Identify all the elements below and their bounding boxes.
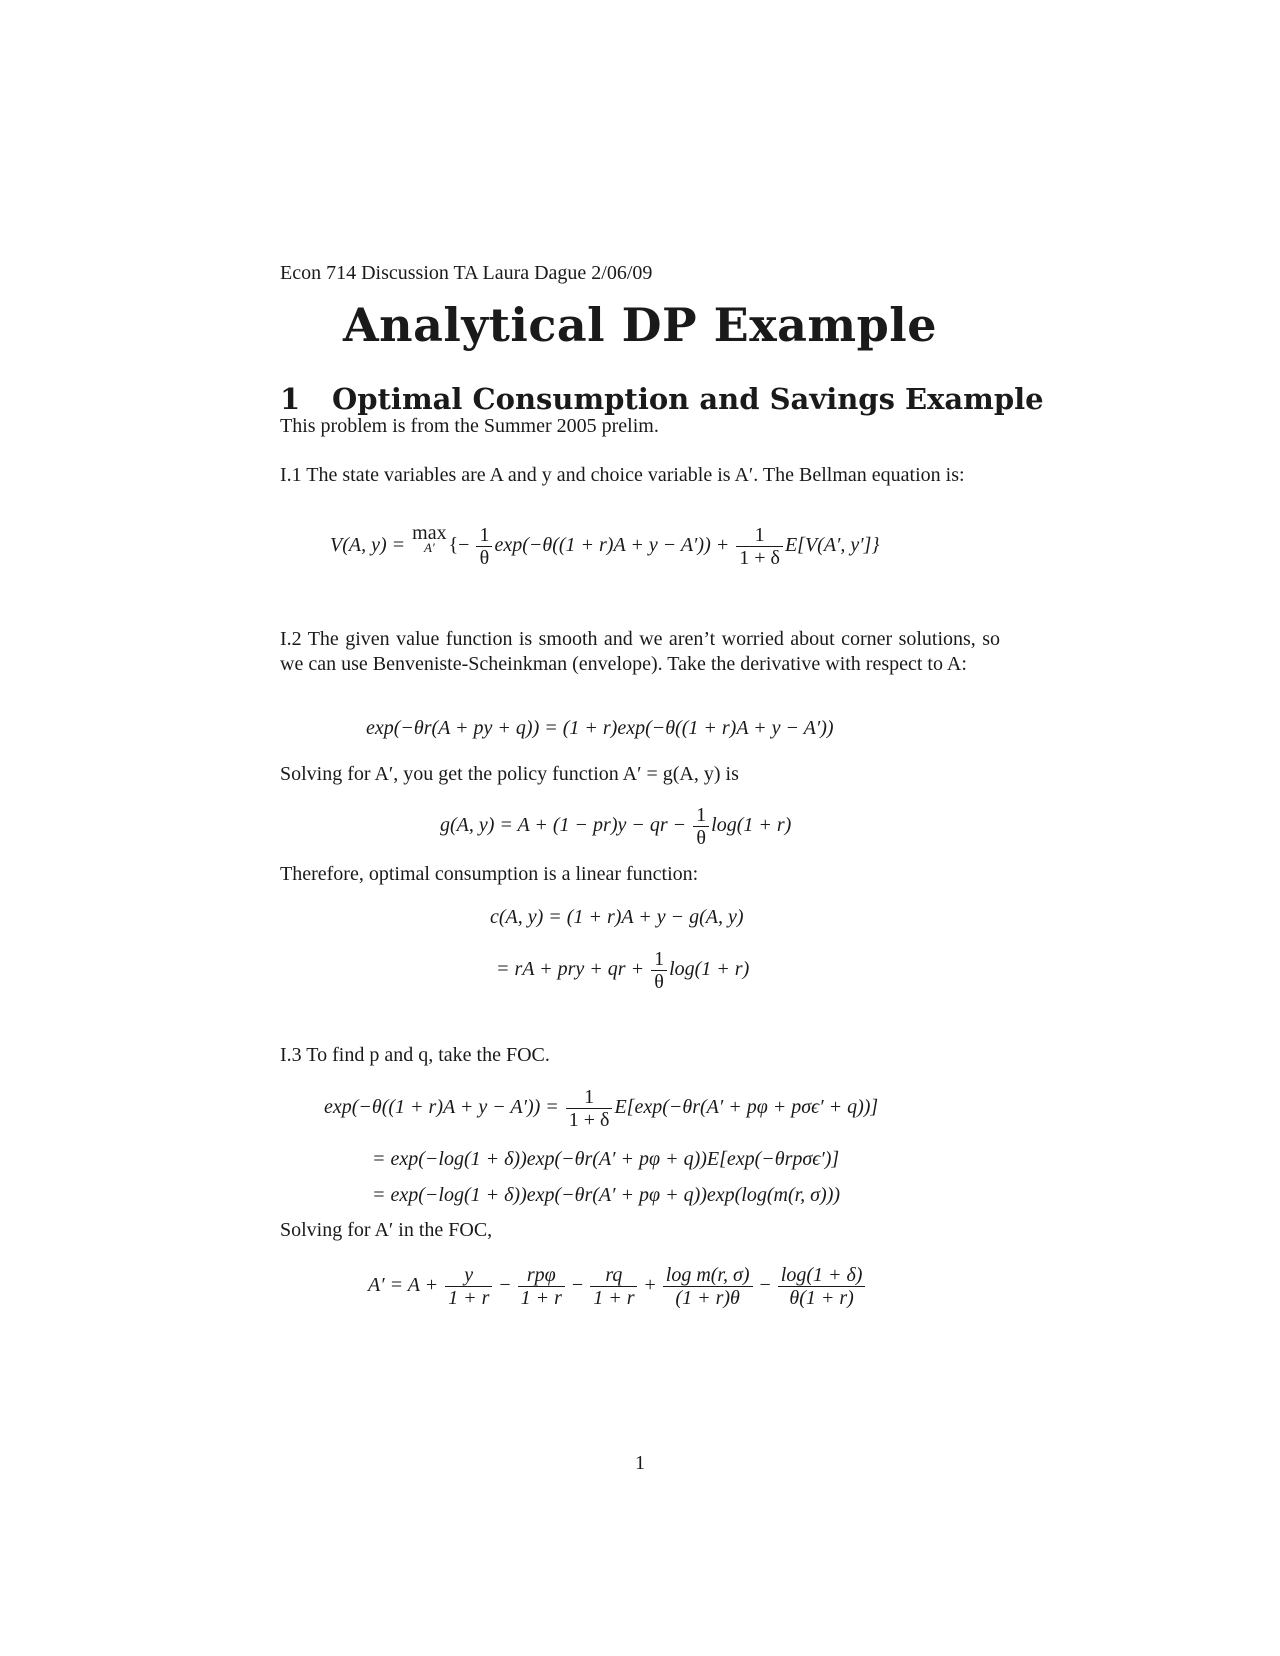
fraction-denominator: θ(1 + r) — [778, 1286, 866, 1309]
equation-consumption-2 — [496, 948, 749, 993]
page-title: Analytical DP Example — [342, 298, 938, 352]
bellman-end: E[V(A′, y′]} — [784, 534, 880, 557]
section-heading — [280, 382, 1044, 416]
fraction-denominator: 1 + r — [590, 1286, 637, 1309]
paragraph-i1: I.1 The state variables are A and y and choice variable is A′. The Bellman equation is: — [280, 464, 965, 486]
fraction-numerator: rq — [605, 1264, 623, 1286]
fraction-numerator: log(1 + δ) — [780, 1264, 863, 1286]
equation-foc-3 — [372, 1184, 840, 1207]
fraction-one-over-theta — [693, 804, 709, 849]
paragraph-policy: Solving for A′, you get the policy function A′ = g(A, y) is — [280, 763, 739, 785]
policy-lhs: g(A, y) = A + (1 − pr)y − qr − — [440, 814, 687, 837]
fraction-numerator: y — [464, 1264, 474, 1286]
consumption-line-2-lhs: = rA + pry + qr + — [496, 958, 645, 981]
fraction-term-4 — [663, 1264, 753, 1309]
fraction-numerator: 1 — [584, 1086, 595, 1108]
section-number: 1 — [280, 382, 301, 416]
fraction-numerator: rpφ — [526, 1264, 556, 1286]
envelope-expression: exp(−θr(A + py + q)) = (1 + r)exp(−θ((1 + r)A + y − A′)) — [366, 717, 834, 739]
max-operator — [412, 524, 446, 554]
foc-expectation: E[exp(−θr(A′ + pφ + pσϵ′ + q))] — [614, 1096, 879, 1119]
fraction-term-3 — [590, 1264, 637, 1309]
fraction-denominator: 1 + δ — [566, 1108, 613, 1131]
fraction-denominator: (1 + r)θ — [663, 1286, 753, 1309]
policy-end: log(1 + r) — [711, 814, 792, 837]
equation-final — [368, 1264, 867, 1309]
operator-minus: − — [759, 1274, 771, 1297]
equation-bellman — [330, 524, 879, 569]
fraction-numerator: 1 — [696, 804, 707, 826]
consumption-line-1: c(A, y) = (1 + r)A + y − g(A, y) — [490, 906, 744, 928]
fraction-term-5 — [778, 1264, 866, 1309]
fraction-numerator: 1 — [479, 524, 490, 546]
final-lhs: A′ = A + — [368, 1274, 439, 1297]
intro-paragraph: This problem is from the Summer 2005 prelim. — [280, 415, 659, 437]
section-title: Optimal Consumption and Savings Example — [332, 382, 1044, 416]
fraction-denominator: θ — [651, 970, 667, 993]
fraction-numerator: log m(r, σ) — [665, 1264, 750, 1286]
operator-minus: − — [499, 1274, 511, 1297]
foc-lhs: exp(−θ((1 + r)A + y − A′)) = — [324, 1096, 559, 1119]
bellman-middle: exp(−θ((1 + r)A + y − A′)) + — [494, 534, 730, 557]
equation-envelope — [366, 717, 834, 740]
fraction-one-over-theta — [651, 948, 667, 993]
fraction-discount — [566, 1086, 613, 1131]
fraction-term-1 — [445, 1264, 492, 1309]
fraction-one-over-theta — [476, 524, 492, 569]
fraction-discount — [736, 524, 783, 569]
foc-line-3: = exp(−log(1 + δ))exp(−θr(A′ + pφ + q))exp(log(m(r, σ))) — [372, 1184, 841, 1206]
page-number: 1 — [635, 1452, 645, 1474]
paragraph-solving-foc: Solving for A′ in the FOC, — [280, 1219, 493, 1241]
max-subscript: A′ — [423, 540, 435, 555]
fraction-numerator: 1 — [754, 524, 765, 546]
fraction-numerator: 1 — [654, 948, 665, 970]
paragraph-i2: I.2 The given value function is smooth and we aren’t worried about corner solutions, so we can use Benveniste-Scheinkman (envelope). Take the derivative with respect to A: — [280, 628, 1000, 675]
fraction-denominator: 1 + r — [445, 1286, 492, 1309]
equation-policy — [440, 804, 791, 849]
fraction-denominator: θ — [693, 826, 709, 849]
equation-foc-1 — [324, 1086, 878, 1131]
equation-consumption-1 — [490, 906, 744, 929]
equation-foc-2 — [372, 1148, 839, 1171]
document-header: Econ 714 Discussion TA Laura Dague 2/06/09 — [280, 262, 653, 284]
foc-line-2: = exp(−log(1 + δ))exp(−θr(A′ + pφ + q))E[exp(−θrpσϵ′)] — [372, 1148, 840, 1170]
fraction-denominator: θ — [476, 546, 492, 569]
fraction-term-2 — [518, 1264, 565, 1309]
fraction-denominator: 1 + r — [518, 1286, 565, 1309]
consumption-line-2-end: log(1 + r) — [669, 958, 750, 981]
bellman-lhs: V(A, y) = — [330, 534, 406, 557]
paragraph-i3: I.3 To find p and q, take the FOC. — [280, 1044, 550, 1066]
operator-plus: + — [644, 1274, 656, 1297]
paragraph-therefore: Therefore, optimal consumption is a linear function: — [280, 863, 699, 885]
fraction-denominator: 1 + δ — [736, 546, 783, 569]
max-label: max — [412, 522, 447, 544]
brace-open: {− — [448, 534, 470, 557]
operator-minus: − — [571, 1274, 584, 1297]
